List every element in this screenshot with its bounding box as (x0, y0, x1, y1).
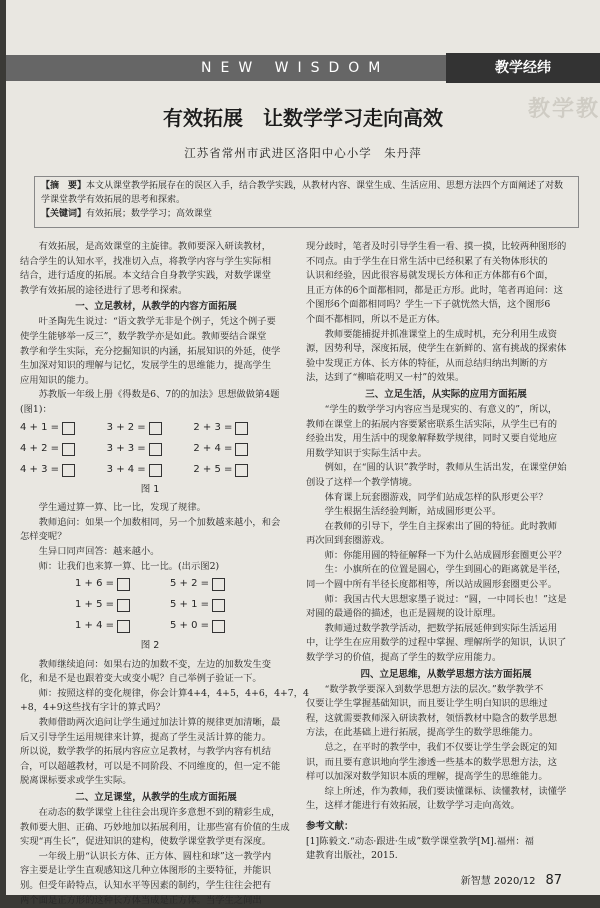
equation: 5 + 1 = (170, 599, 210, 611)
text-line: 师：我国古代大思想家墨子说过：“圆，一中同长也！”这是 (324, 593, 567, 605)
text-line: 生异口同声回答：越来越小。 (38, 545, 160, 557)
equation: 2 + 3 = (193, 421, 233, 433)
figure-2-caption: 图 2 (140, 640, 160, 652)
text-line: 现分歧时，笔者及时引导学生看一看、摸一摸，比较两种图形的 (306, 241, 567, 252)
text-line: 综上所述，作为教师，我们要读懂课标、读懂教材，读懂学 (324, 785, 567, 797)
left-column (20, 240, 309, 906)
equation: 4 + 3 = (20, 463, 60, 475)
references (306, 835, 586, 864)
figure-1 (20, 418, 280, 498)
text-line: 且正方体的6个面都相同，都是正方形。此时，笔者再追问：这 (306, 284, 563, 296)
text-line: 苏教版一年级上册《得数是6、7的的加法》思想做做第4题 (38, 389, 280, 401)
equation: 3 + 2 = (106, 421, 146, 433)
text-line: 识，而且要有意识地向学生渗透一些基本的数学思想方法，这 (306, 756, 558, 768)
journal-page (6, 0, 600, 906)
text-line: 化，和是不是也跟着变大或变小呢？自己举例子验证一下。 (20, 673, 262, 685)
keywords-text: 有效拓展；数学学习；高效课堂 (86, 209, 213, 219)
text-line: 教师借助两次追问让学生通过加法计算的规律更加清晰，最 (38, 717, 281, 729)
text-line: 经验出发，用生活中的现象解释数学规律，同时又要自觉地应 (306, 433, 558, 445)
answer-box (117, 620, 130, 633)
answer-box (62, 422, 75, 435)
section-tag: 教学经纬 (446, 53, 600, 83)
text-line: 后又引导学生运用规律来计算，提高了学生灵活计算的能力。 (20, 731, 272, 743)
text-line: 程，这就需要教师深入研读教材，领悟教材中隐含的数学思想 (306, 712, 558, 724)
article-title: 有效拓展 让数学学习走向高效 (163, 106, 443, 130)
abstract-line (41, 179, 572, 207)
right-p1 (306, 240, 586, 386)
left-p6 (20, 806, 292, 908)
text-line: 结合学生的认知水平，找准切入点，将教学内容与学生实际相 (20, 255, 272, 267)
text-line: 师：你能用圆的特征解释一下为什么站成圆形套圈更公平？ (324, 549, 567, 561)
text-line: 教师通过数学教学活动，把数学拓展延伸到实际生活运用 (324, 622, 558, 634)
text-line: 方法，在此基础上进行拓展，提高学生的数学思维能力。 (306, 727, 539, 739)
text-line: 仅要让学生掌握基础知识，而且要让学生明白知识的思维过 (306, 698, 548, 710)
answer-box (62, 464, 75, 477)
text-line: 生，这样才能进行有效拓展，让数学学习走向高效。 (306, 800, 520, 812)
figure-row (20, 616, 280, 637)
text-line: 体育课上玩套圈游戏，同学们站成怎样的队形更公平？ (324, 491, 548, 503)
text-line: 教师追问：如果一个加数相同，另一个加数越来越小，和会 (38, 516, 281, 528)
figure-row (20, 418, 280, 439)
text-line: 生：小旗所在的位置是圆心，学生到圆心的距离就是半径， (324, 564, 567, 576)
answer-box (117, 599, 130, 612)
answer-box (212, 599, 225, 612)
text-line: 使学生能够举一反三”，数学教学亦是如此。教师要结合课堂 (20, 330, 267, 342)
answer-box (235, 422, 248, 435)
equation: 1 + 4 = (75, 620, 115, 632)
text-line: 脱离课标要求或学生实际。 (20, 775, 132, 787)
text-line: 实现“再生长”，促进知识的建构，使数学课堂教学更有深度。 (20, 836, 272, 848)
text-line: 再次回到套圈游戏。 (306, 535, 390, 547)
text-line: 认识和经验，因此很容易就发现长方体和正方体都有6个面， (306, 270, 554, 282)
answer-box (62, 443, 75, 456)
equation: 4 + 2 = (20, 442, 60, 454)
text-line: 中，让学生在应用数学的过程中掌握、理解所学的知识，认识了 (306, 637, 567, 649)
text-line: “数学教学要深入到数学思想方法的层次。”数学教学不 (324, 683, 544, 695)
section-heading-1: 一、立足教材，从教学的内容方面拓展 (75, 301, 237, 313)
banner-text: NEW WISDOM (201, 60, 390, 76)
equation: 3 + 3 = (106, 442, 146, 454)
text-line: 用数学知识于实际生活中去。 (306, 447, 427, 459)
left-p5 (20, 658, 309, 789)
answer-box (117, 578, 130, 591)
equation: 3 + 4 = (106, 463, 146, 475)
text-line: 学生根据生活经验判断，站成圆形更公平。 (324, 506, 502, 518)
right-p2 (306, 403, 586, 666)
text-line: 源，因势利导，深度拓展，使学生在新鲜的、富有挑战的探索体 (306, 343, 567, 355)
text-line: 同一个圆中所有半径长度都相等，所以站成圆形套圈更公平。 (306, 579, 558, 591)
left-p2 (20, 315, 292, 388)
answer-box (235, 443, 248, 456)
answer-box (212, 620, 225, 633)
right-p3 (306, 683, 586, 814)
text-line: 教师在课堂上的拓展内容要紧密联系生活实际，从学生已有的 (306, 418, 558, 430)
page-number: 87 (545, 873, 562, 888)
answer-box (149, 443, 162, 456)
section-heading-2: 二、立足课堂，从教学的生成方面拓展 (75, 792, 237, 804)
figure-row (20, 595, 280, 616)
text-line: 验中发现正方体、长方体的特征，从而总结归纳出判断的方 (306, 357, 548, 369)
text-line: “学生的数学学习内容应当是现实的、有意义的”，所以， (324, 403, 558, 415)
page-footer (461, 872, 562, 888)
references-heading: 参考文献： (306, 820, 354, 832)
text-line: 个面不都相同，所以不是正方体。 (306, 313, 446, 325)
text-line: 有效拓展，是高效课堂的主旋律。教师要深入研读教材， (38, 241, 272, 252)
figure-row (20, 460, 280, 481)
equation: 5 + 2 = (170, 578, 210, 590)
text-line: 学生通过算一算、比一比，发现了规律。 (38, 502, 206, 514)
text-line: 教师要能捕捉并抓准课堂上的生成时机，充分利用生成资 (324, 328, 558, 340)
figure-row (20, 574, 280, 595)
text-line: 结合，进行适度的拓展。本文结合自身教学实践，对数学课堂 (20, 270, 272, 282)
text-line: 师：按照这样的变化规律，你会计算4+4，4+5，4+6，4+7，4 (38, 687, 309, 699)
text-line: 叶圣陶先生说过：“语文教学无非是个例子，凭这个例子要 (38, 316, 276, 328)
text-line: 容主要是让学生直观感知这几种立体图形的主要特征，并能识 (20, 865, 272, 877)
text-line: 例如，在“圆的认识”教学时，教师从生活出发，在课堂伊始 (324, 462, 567, 474)
text-line: 个图形6个面都相同吗？学生一下子就恍然大悟，这个图形6 (306, 299, 551, 311)
equation: 5 + 0 = (170, 620, 210, 632)
text-line: 师：让我们也来算一算、比一比。(出示图2) (38, 560, 220, 572)
text-line: (图1)： (20, 403, 52, 415)
text-line: 样可以加深对数学知识本质的理解，提高学生的思维能力。 (306, 771, 548, 783)
text-line: 教学和学生实际，充分挖掘知识的内涵，拓展知识的外延，使学 (20, 345, 281, 357)
journal-issue: 新智慧 2020/12 (460, 876, 536, 887)
keywords-label: 【关键词】 (41, 209, 87, 219)
header-banner (6, 55, 600, 81)
text-line: 应用知识的能力。 (20, 374, 95, 386)
article-author: 江苏省常州市武进区洛阳中心小学 朱丹萍 (184, 146, 422, 160)
text-line: 不同点。由于学生在日常生活中已经积累了有关物体形状的 (306, 255, 548, 267)
text-line: 生加深对知识的理解与记忆，发展学生的思维能力，提高学生 (20, 360, 272, 372)
text-line: 法，达到了“柳暗花明又一村”的效果。 (306, 372, 465, 384)
text-line: 两个面是正方形的这种长方体当成是正方体。当学生之间出 (20, 894, 262, 906)
text-line: 教学有效拓展的途径进行了思考和探索。 (20, 284, 188, 296)
left-p4 (20, 501, 292, 574)
keywords-line (41, 207, 572, 221)
text-line: 教师要大胆、正确、巧妙地加以拓展利用，让那些富有价值的生成 (20, 821, 290, 833)
text-line: 合，可以超越教材，可以是不同阶段、不同维度的，但一定不能 (20, 760, 281, 772)
text-line: 教师继续追问：如果右边的加数不变，左边的加数发生变 (38, 658, 272, 670)
answer-box (212, 578, 225, 591)
abstract-box (34, 176, 579, 228)
text-line: 数学学习的价值，提高了学生的数学应用能力。 (306, 652, 502, 664)
equation: 1 + 5 = (75, 599, 115, 611)
text-line: 在动态的数学课堂上往往会出现许多意想不到的精彩生成， (38, 807, 281, 819)
text-line: 怎样变呢？ (20, 531, 67, 543)
figure-1-caption: 图 1 (140, 483, 160, 495)
figure-row (20, 439, 280, 460)
section-heading-4: 四、立足思维，从数学思想方法方面拓展 (360, 668, 532, 680)
abstract-text: 本文从课堂教学拓展存在的误区入手，结合教学实践，从教材内容、课堂生成、生活应用、思想方法四个方面阐述了对数学课堂教学有效拓展的思考和探索。 (41, 181, 564, 205)
left-p3 (20, 388, 292, 417)
text-line: 总之，在平时的教学中，我们不仅要让学生学会既定的知 (324, 742, 558, 753)
reference-line: 建教育出版社，2015. (306, 850, 398, 862)
answer-box (235, 464, 248, 477)
section-heading-3: 三、立足生活，从实际的应用方面拓展 (365, 388, 527, 400)
text-line: +8，4+9这些找有字计的算式吗？ (20, 702, 165, 714)
equation: 2 + 5 = (193, 463, 233, 475)
equation: 2 + 4 = (193, 442, 233, 454)
answer-box (149, 464, 162, 477)
abstract-label: 【摘 要】 (41, 181, 87, 191)
reference-line: [1]陈毅文.“动态·跟进·生成”数学课堂教学[M].福州：福 (306, 835, 534, 847)
text-line: 在教师的引导下，学生自主探索出了圆的特征。此时教师 (324, 520, 558, 532)
figure-2 (20, 574, 280, 654)
right-column (306, 240, 586, 862)
ghost-print-through: 教学教 (527, 97, 600, 122)
text-line: 创设了这样一个教学情境。 (306, 476, 418, 488)
equation: 1 + 6 = (75, 578, 115, 590)
left-p1 (20, 240, 292, 298)
equation: 4 + 1 = (20, 421, 60, 433)
text-line: 所以说，数学教学的拓展内容应立足教材，与教学内容有机结 (20, 746, 272, 758)
text-line: 别。但受年龄特点，认知水平等因素的制约，学生往往会把有 (20, 880, 272, 891)
text-line: 一年级上册“认识长方体、正方体、圆柱和球”这一教学内 (38, 850, 272, 862)
answer-box (149, 422, 162, 435)
text-line: 对圆的最通俗的描述，也正是圆规的设计原理。 (306, 608, 502, 620)
